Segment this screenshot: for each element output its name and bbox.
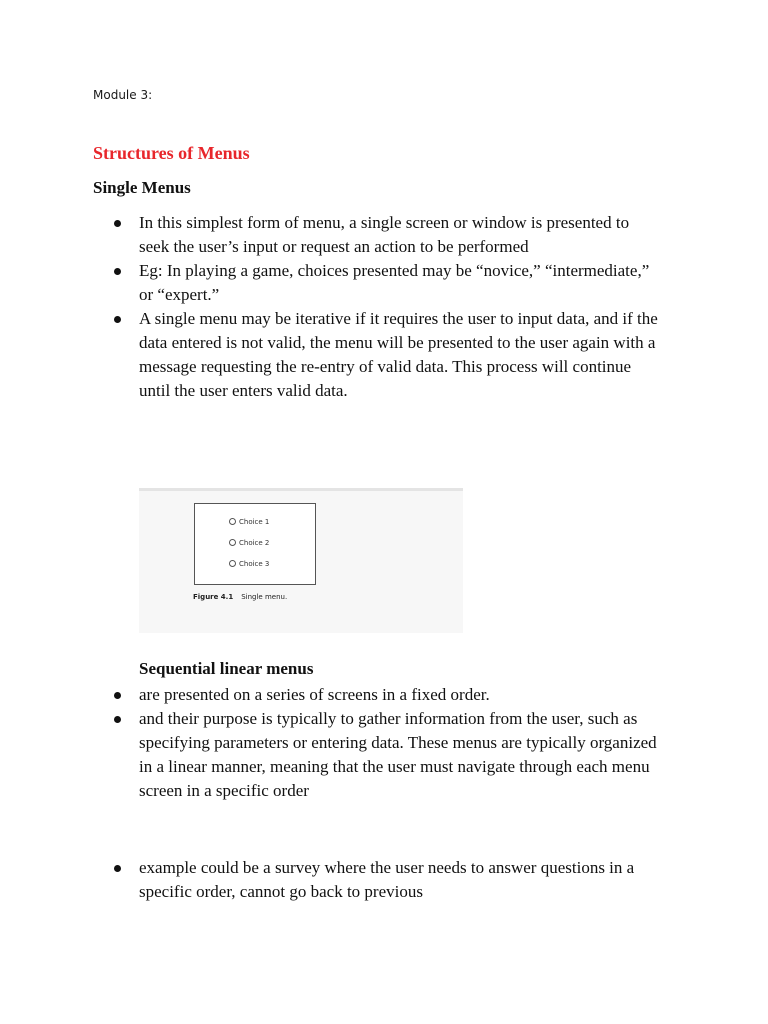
- choice-label: Choice 3: [239, 560, 270, 568]
- list-item: [0, 707, 659, 803]
- module-label: Module 3:: [93, 88, 153, 102]
- figure-divider: [139, 488, 463, 491]
- list-item-text: are presented on a series of screens in a fixed order.: [139, 685, 490, 704]
- single-menu-figure: [139, 488, 463, 633]
- choice-label: Choice 1: [239, 518, 270, 526]
- single-menus-list: [0, 211, 659, 403]
- figure-caption: [193, 593, 287, 601]
- menu-window: [194, 503, 316, 585]
- sequential-example-list: [0, 856, 659, 904]
- section-title: Structures of Menus: [93, 143, 250, 163]
- radio-circle-icon: [229, 539, 236, 546]
- menu-choice: [229, 518, 269, 526]
- list-item: [0, 259, 659, 307]
- menu-choice: [229, 539, 269, 547]
- menu-choice: [229, 560, 269, 568]
- bullet-dot-icon: [114, 316, 121, 323]
- list-item-text: A single menu may be iterative if it requires the user to input data, and if the data entered is not valid, the menu will be presented to the user again with a message requesting the re-entry of valid data. This process will continue until the user enters valid data.: [139, 309, 658, 400]
- radio-circle-icon: [229, 560, 236, 567]
- list-item: [0, 307, 659, 403]
- bullet-dot-icon: [114, 220, 121, 227]
- list-item: [0, 856, 659, 904]
- list-item: [0, 211, 659, 259]
- bullet-dot-icon: [114, 268, 121, 275]
- choice-label: Choice 2: [239, 539, 270, 547]
- bullet-dot-icon: [114, 865, 121, 872]
- list-item: [0, 683, 659, 707]
- sequential-menus-list: [0, 683, 659, 803]
- bullet-dot-icon: [114, 716, 121, 723]
- bullet-dot-icon: [114, 692, 121, 699]
- list-item-text: example could be a survey where the user needs to answer questions in a specific order, cannot go back to previous: [139, 858, 635, 901]
- figure-caption-text: Single menu.: [241, 593, 288, 601]
- list-item-text: In this simplest form of menu, a single screen or window is presented to seek the user’s input or request an action to be performed: [139, 213, 630, 256]
- sequential-menus-heading: Sequential linear menus: [139, 659, 314, 678]
- single-menus-heading: Single Menus: [93, 178, 191, 197]
- figure-number: Figure 4.1: [193, 593, 234, 601]
- radio-circle-icon: [229, 518, 236, 525]
- list-item-text: and their purpose is typically to gather information from the user, such as specifying parameters or entering data. These menus are typically organized in a linear manner, meaning that the user must navigate through each menu screen in a specific order: [139, 709, 657, 800]
- list-item-text: Eg: In playing a game, choices presented may be “novice,” “intermediate,” or “expert.”: [139, 261, 650, 304]
